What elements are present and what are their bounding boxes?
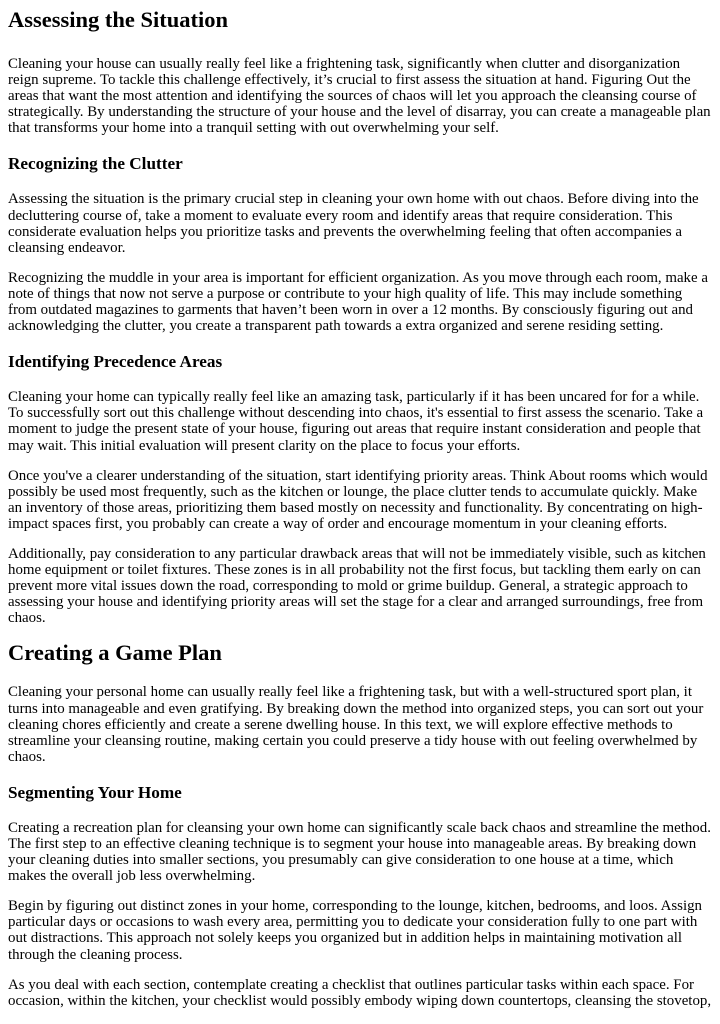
paragraph: Cleaning your home can typically really feel like an amazing task, particularly if it has been uncared for for a while. To successfully sort out this challenge without descending into chaos, it's essential to first assess the scenario. Take a moment to judge the present state of your house, figuring out areas that require instant consideration and people that may wait. This initial evaluation will present clarity on the place to focus your efforts.	[8, 389, 704, 454]
paragraph: Cleaning your house can usually really feel like a frightening task, significantly when clutter and disorganization reign supreme. To tackle this challenge effectively, it’s crucial to first assess the situation at hand. Figuring Out the areas that want the most attention and identifying the sources of chaos will let you approach the cleansing course of strategically. By understanding the structure of your house and the level of disarray, you can create a manageable plan that transforms your home into a tranquil setting with out overwhelming your self.	[8, 56, 711, 137]
paragraph: As you deal with each section, contemplate creating a checklist that outlines particular tasks within each space. For occasion, within the kitchen, your checklist would possibly embody wiping down countertops, cleansing the stovetop,	[8, 976, 712, 1009]
paragraph: Assessing the situation is the primary crucial step in cleaning your own home with out chaos. Before diving into the decluttering course of, take a moment to evaluate every room and identify areas that require consideration. This considerate evaluation helps you prioritize tasks and prevents the overwhelming feeling that often accompanies a cleansing endeavor.	[8, 191, 699, 256]
subheading-identifying-priority-areas: Identifying Precedence Areas	[8, 352, 223, 372]
paragraph: Additionally, pay consideration to any particular drawback areas that will not be immediately visible, such as kitchen home equipment or toilet fixtures. These zones is in all probability not the first focus, but tackling them early on can prevent more vital issues down the road, corresponding to mold or grime buildup. General, a strategic approach to assessing your house and identifying priority areas will set the stage for a clear and arranged surroundings, free from chaos.	[8, 545, 706, 627]
section-heading-game-plan: Creating a Game Plan	[8, 640, 222, 666]
section-heading-assessing: Assessing the Situation	[8, 7, 229, 32]
paragraph: Recognizing the muddle in your area is important for efficient organization. As you move through each room, make a note of things that now not serve a purpose or contribute to your high quality of life. This may include something from outdated magazines to garments that haven’t been worn in over a 12 months. By consciously figuring out and acknowledging the clutter, you create a transparent path towards a extra organized and serene residing setting.	[8, 269, 708, 335]
paragraph: Cleaning your personal home can usually really feel like a frightening task, but with a well-structured sport plan, it turns into manageable and even gratifying. By breaking down the method into organized steps, you can sort out your cleaning chores efficiently and create a serene dwelling house. In this text, we will explore effective methods to streamline your cleansing routine, making certain you could preserve a tidy house with out feeling overwhelmed by chaos.	[8, 684, 704, 765]
paragraph: Once you've a clearer understanding of the situation, start identifying priority areas. Think About rooms which would possibly be used most frequently, such as the kitchen or lounge, the place clutter tends to accumulate quickly. Make an inventory of those areas, prioritizing them based mostly on necessity and functionality. By concentrating on high-impact spaces first, you probably can create a way of order and encourage momentum in your cleaning efforts.	[8, 467, 708, 532]
paragraph: Begin by figuring out distinct zones in your home, corresponding to the lounge, kitchen, bedrooms, and loos. Assign particular days or occasions to wash every area, permitting you to dedicate your consideration fully to one part with out distractions. This approach not solely keeps you organized but in addition helps in maintaining motivation all through the cleaning process.	[8, 898, 702, 963]
paragraph: Creating a recreation plan for cleansing your own home can significantly scale back chaos and streamline the method. The first step to an effective cleaning technique is to segment your house into manageable areas. By breaking down your cleaning duties into smaller sections, you presumably can give consideration to one house at a time, which makes the overall job less overwhelming.	[8, 819, 711, 885]
subheading-segmenting-home: Segmenting Your Home	[8, 782, 182, 802]
article	[0, 7, 720, 1009]
subheading-recognizing-clutter: Recognizing the Clutter	[8, 154, 183, 174]
